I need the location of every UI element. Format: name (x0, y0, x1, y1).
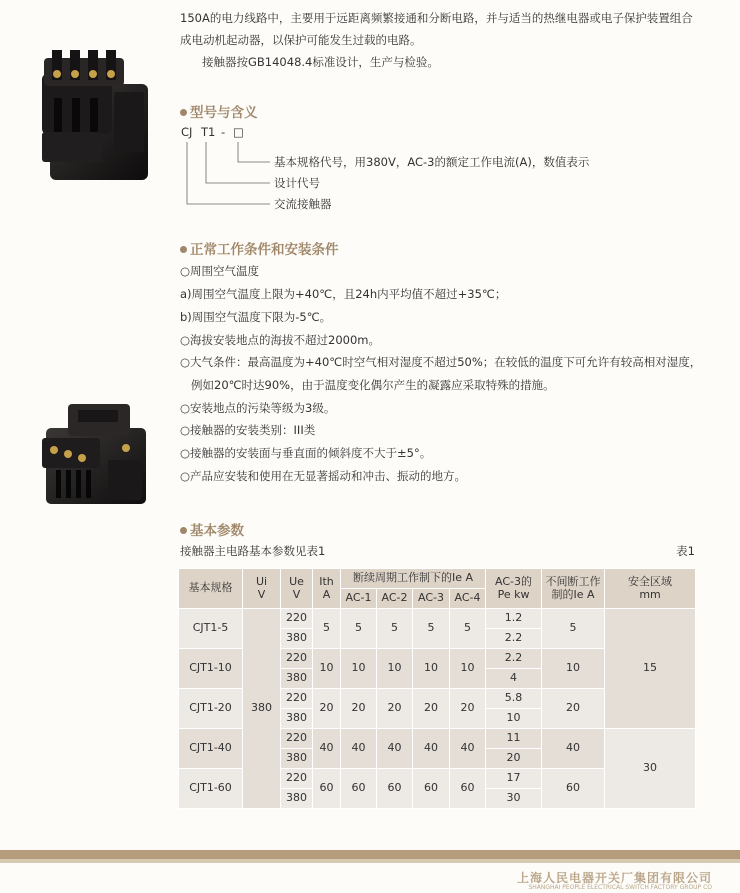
cell-pe: 2.2 (486, 629, 542, 649)
cell-continuous: 10 (542, 649, 605, 689)
header-ac3: AC-3 (413, 589, 450, 609)
params-caption: 接触器主电路基本参数见表1 (180, 544, 326, 558)
header-ith: Ith A (313, 569, 341, 609)
cell-pe: 4 (486, 669, 542, 689)
cell-ith: 40 (313, 729, 341, 769)
cell-ue: 220 (281, 609, 313, 629)
header-pe: AC-3的 Pe kw (486, 569, 542, 609)
params-table-number: 表1 (676, 544, 695, 558)
header-continuous: 不间断工作 制的Ie A (542, 569, 605, 609)
cell-ui: 380 (243, 609, 281, 809)
header-ue: Ue V (281, 569, 313, 609)
model-code-cj: CJ (181, 125, 193, 139)
cell-pe: 11 (486, 729, 542, 749)
cell-ue: 380 (281, 789, 313, 809)
cell-ac3: 5 (413, 609, 450, 649)
params-heading: 基本参数 (180, 525, 244, 539)
cell-ith: 60 (313, 769, 341, 809)
cell-ac2: 10 (377, 649, 413, 689)
bullet-dot (180, 527, 187, 534)
condition-item: ○周围空气温度 (180, 264, 260, 278)
model-meaning-3: 交流接触器 (274, 197, 332, 211)
cell-ac1: 20 (341, 689, 377, 729)
cell-ue: 380 (281, 669, 313, 689)
cell-spec: CJT1-20 (179, 689, 243, 729)
cell-spec: CJT1-60 (179, 769, 243, 809)
cell-ith: 5 (313, 609, 341, 649)
company-name-en: SHANGHAI PEOPLE ELECTRICAL SWITCH FACTORY GROUP CO (528, 884, 712, 891)
cell-spec: CJT1-10 (179, 649, 243, 689)
contactor-product-image-1 (36, 48, 154, 188)
cell-pe: 17 (486, 769, 542, 789)
cell-ac1: 60 (341, 769, 377, 809)
conditions-heading: 正常工作条件和安装条件 (180, 244, 339, 258)
cell-pe: 10 (486, 709, 542, 729)
model-code-dash: - (221, 125, 226, 139)
cell-ue: 380 (281, 749, 313, 769)
condition-item: ○大气条件：最高温度为+40℃时空气相对湿度不超过50%；在较低的温度下可允许有较高相对湿度， (180, 355, 702, 369)
cell-pe: 2.2 (486, 649, 542, 669)
cell-pe: 30 (486, 789, 542, 809)
intro-line-2: 成电动机起动器，以保护可能发生过载的电路。 (180, 33, 422, 47)
condition-item: ○产品应安装和使用在无显著摇动和冲击、振动的地方。 (180, 469, 467, 483)
cell-ac1: 5 (341, 609, 377, 649)
cell-ac1: 40 (341, 729, 377, 769)
table-header-row (179, 569, 696, 589)
condition-item: b)周围空气温度下限为-5℃。 (180, 310, 332, 324)
cell-pe: 1.2 (486, 609, 542, 629)
cell-ac2: 20 (377, 689, 413, 729)
cell-ac3: 20 (413, 689, 450, 729)
cell-ac1: 10 (341, 649, 377, 689)
cell-ue: 220 (281, 649, 313, 669)
condition-item: ○安装地点的污染等级为3级。 (180, 401, 336, 415)
cell-ac3: 40 (413, 729, 450, 769)
intro-line-3: 接触器按GB14048.4标准设计，生产与检验。 (202, 55, 439, 69)
condition-item: ○接触器的安装类别：III类 (180, 423, 316, 437)
condition-item: a)周围空气温度上限为+40℃，且24h内平均值不超过+35℃； (180, 287, 507, 301)
cell-ac2: 60 (377, 769, 413, 809)
cell-ue: 380 (281, 629, 313, 649)
header-ac4: AC-4 (450, 589, 486, 609)
condition-item: ○海拔安装地点的海拔不超过2000m。 (180, 333, 381, 347)
cell-ith: 10 (313, 649, 341, 689)
intro-line-1: 150A的电力线路中，主要用于远距离频繁接通和分断电路，并与适当的热继电器或电子保护装置组合 (180, 11, 693, 25)
condition-item: ○接触器的安装面与垂直面的倾斜度不大于±5°。 (180, 446, 432, 460)
params-table (178, 568, 696, 809)
model-code-box: □ (233, 125, 244, 139)
cell-pe: 20 (486, 749, 542, 769)
cell-continuous: 20 (542, 689, 605, 729)
cell-safe-zone: 30 (605, 729, 696, 809)
table-row (179, 609, 696, 629)
bullet-dot (180, 246, 187, 253)
header-ac2: AC-2 (377, 589, 413, 609)
cell-ac4: 20 (450, 689, 486, 729)
cell-ac4: 5 (450, 609, 486, 649)
model-code-t1: T1 (201, 125, 216, 139)
cell-continuous: 40 (542, 729, 605, 769)
cell-ith: 20 (313, 689, 341, 729)
model-heading: 型号与含义 (180, 107, 258, 121)
footer-band-light (0, 859, 740, 863)
condition-item: 例如20℃时达90%，由于温度变化偶尔产生的凝露应采取特殊的措施。 (191, 378, 555, 392)
header-ie-group: 断续周期工作制下的Ie A (341, 569, 486, 589)
cell-ue: 380 (281, 709, 313, 729)
cell-ac4: 60 (450, 769, 486, 809)
cell-ue: 220 (281, 769, 313, 789)
company-name-cn: 上海人民电器开关厂集团有限公司 (516, 871, 712, 885)
cell-spec: CJT1-5 (179, 609, 243, 649)
cell-pe: 5.8 (486, 689, 542, 709)
header-safe-zone: 安全区域 mm (605, 569, 696, 609)
cell-ac4: 10 (450, 649, 486, 689)
model-meaning-1: 基本规格代号，用380V，AC-3的额定工作电流(A)，数值表示 (274, 155, 590, 169)
bullet-dot (180, 109, 187, 116)
cell-ac2: 5 (377, 609, 413, 649)
cell-ue: 220 (281, 689, 313, 709)
cell-continuous: 60 (542, 769, 605, 809)
cell-ue: 220 (281, 729, 313, 749)
header-ui: Ui V (243, 569, 281, 609)
cell-ac3: 60 (413, 769, 450, 809)
header-ac1: AC-1 (341, 589, 377, 609)
cell-ac2: 40 (377, 729, 413, 769)
footer-band (0, 850, 740, 859)
model-meaning-2: 设计代号 (274, 176, 320, 190)
cell-ac3: 10 (413, 649, 450, 689)
cell-continuous: 5 (542, 609, 605, 649)
header-spec: 基本规格 (179, 569, 243, 609)
cell-ac4: 40 (450, 729, 486, 769)
cell-spec: CJT1-40 (179, 729, 243, 769)
contactor-product-image-2 (38, 398, 152, 510)
cell-safe-zone: 15 (605, 609, 696, 729)
